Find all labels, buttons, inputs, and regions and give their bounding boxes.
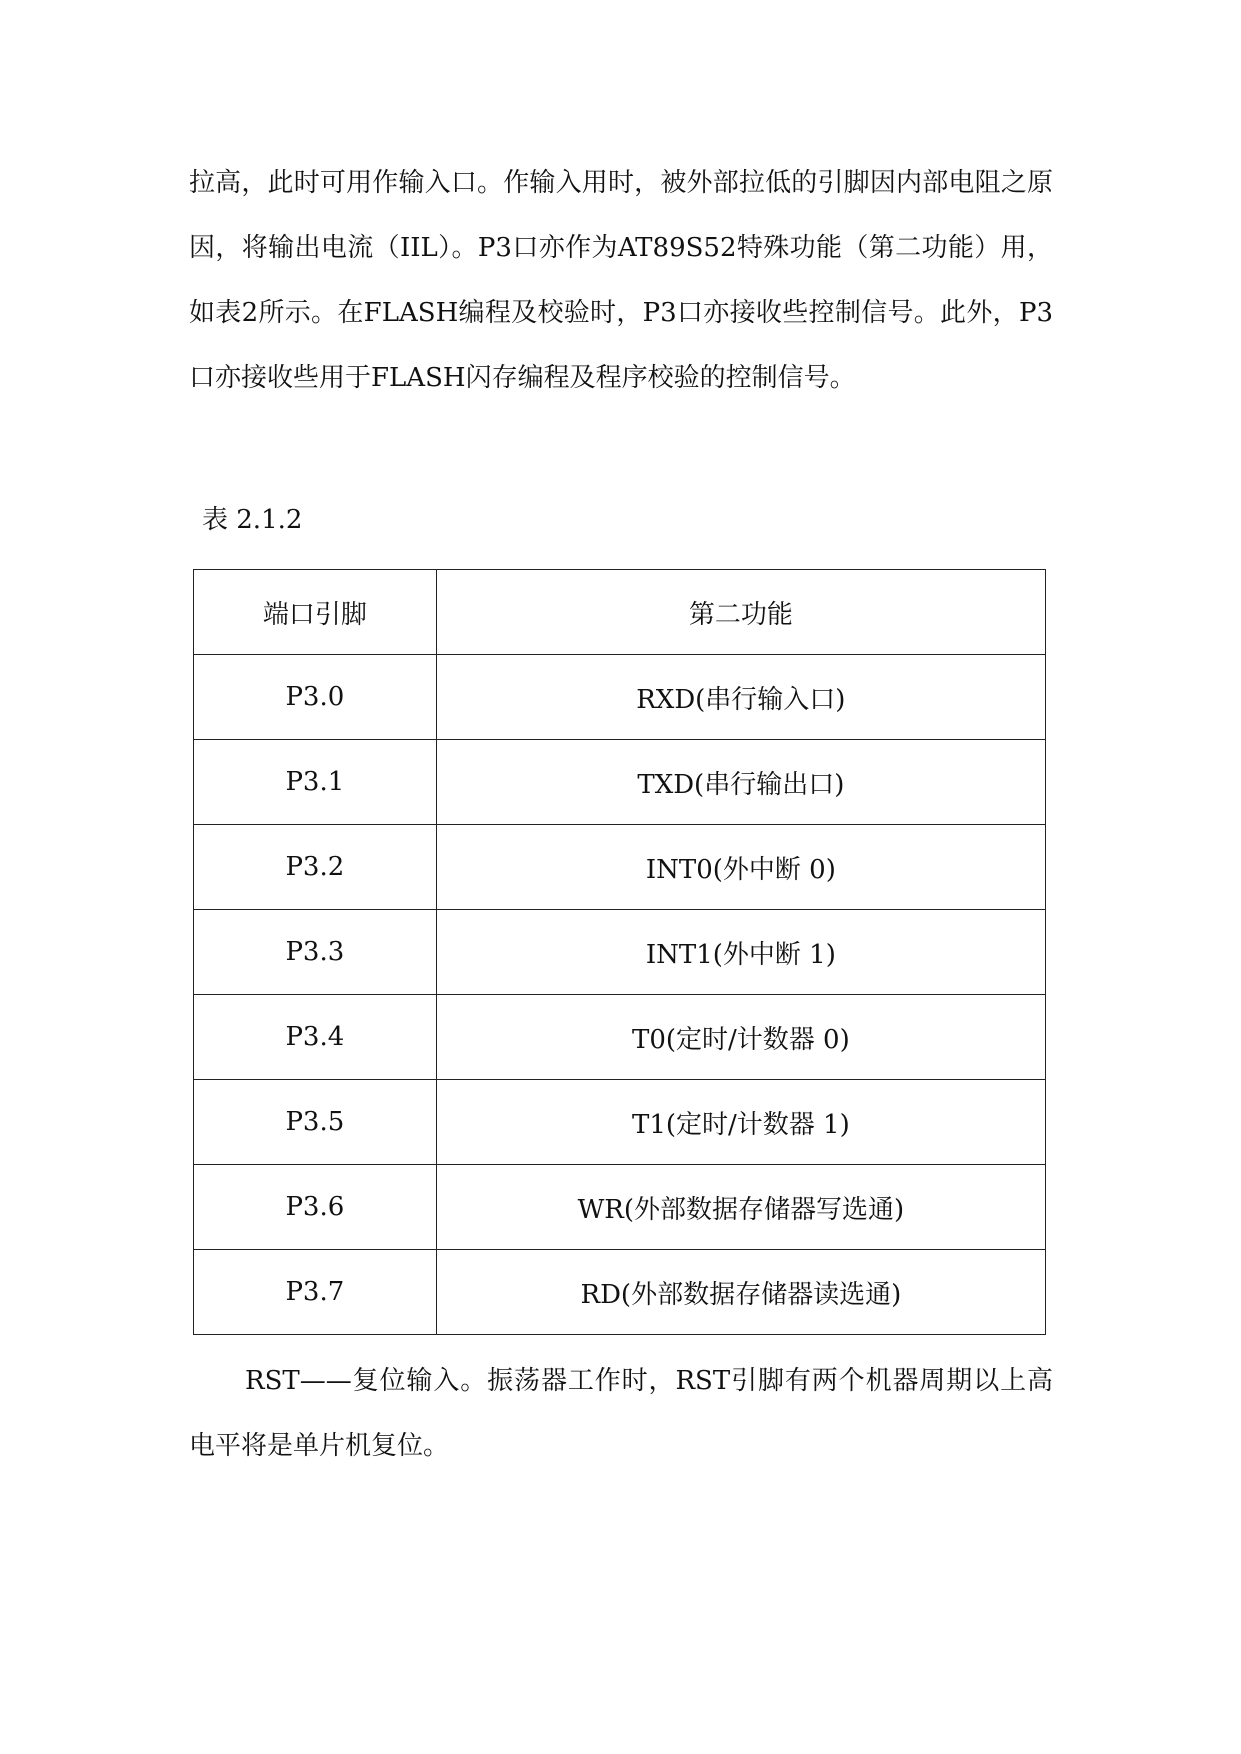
function-cell: RXD(串行输入口) bbox=[436, 655, 1045, 740]
table-header-row bbox=[194, 570, 1046, 655]
table-row bbox=[194, 995, 1046, 1080]
port-pin-cell: P3.4 bbox=[194, 995, 437, 1080]
header-port-pin: 端口引脚 bbox=[194, 570, 437, 655]
port-pin-cell: P3.7 bbox=[194, 1250, 437, 1335]
function-cell: RD(外部数据存储器读选通) bbox=[436, 1250, 1045, 1335]
function-cell: TXD(串行输出口) bbox=[436, 740, 1045, 825]
function-cell: T0(定时/计数器 0) bbox=[436, 995, 1045, 1080]
function-cell: INT0(外中断 0) bbox=[436, 825, 1045, 910]
table-row bbox=[194, 1080, 1046, 1165]
table-row bbox=[194, 740, 1046, 825]
table-caption: 表 2.1.2 bbox=[202, 505, 303, 535]
port-pin-cell: P3.3 bbox=[194, 910, 437, 995]
port-pin-cell: P3.2 bbox=[194, 825, 437, 910]
body-paragraph-p3-port: 拉高，此时可用作输入口。作输入用时，被外部拉低的引脚因内部电阻之原因，将输出电流（IIL）。P3口亦作为AT89S52特殊功能（第二功能）用，如表2所示。在FLASH编程及校验时，P3口亦接收些控制信号。此外，P3口亦接收些用于FLASH闪存编程及程序校验的控制信号。 bbox=[189, 168, 1053, 393]
port-pin-cell: P3.5 bbox=[194, 1080, 437, 1165]
body-paragraph-rst: RST——复位输入。振荡器工作时，RST引脚有两个机器周期以上高电平将是单片机复位。 bbox=[189, 1366, 1053, 1461]
port-pin-cell: P3.6 bbox=[194, 1165, 437, 1250]
table-row bbox=[194, 825, 1046, 910]
table-row bbox=[194, 910, 1046, 995]
port-pin-cell: P3.0 bbox=[194, 655, 437, 740]
function-cell: T1(定时/计数器 1) bbox=[436, 1080, 1045, 1165]
function-cell: WR(外部数据存储器写选通) bbox=[436, 1165, 1045, 1250]
p3-second-function-table bbox=[193, 569, 1046, 1335]
header-second-function: 第二功能 bbox=[436, 570, 1045, 655]
table-row bbox=[194, 1250, 1046, 1335]
table-row bbox=[194, 655, 1046, 740]
port-pin-cell: P3.1 bbox=[194, 740, 437, 825]
table-row bbox=[194, 1165, 1046, 1250]
function-cell: INT1(外中断 1) bbox=[436, 910, 1045, 995]
